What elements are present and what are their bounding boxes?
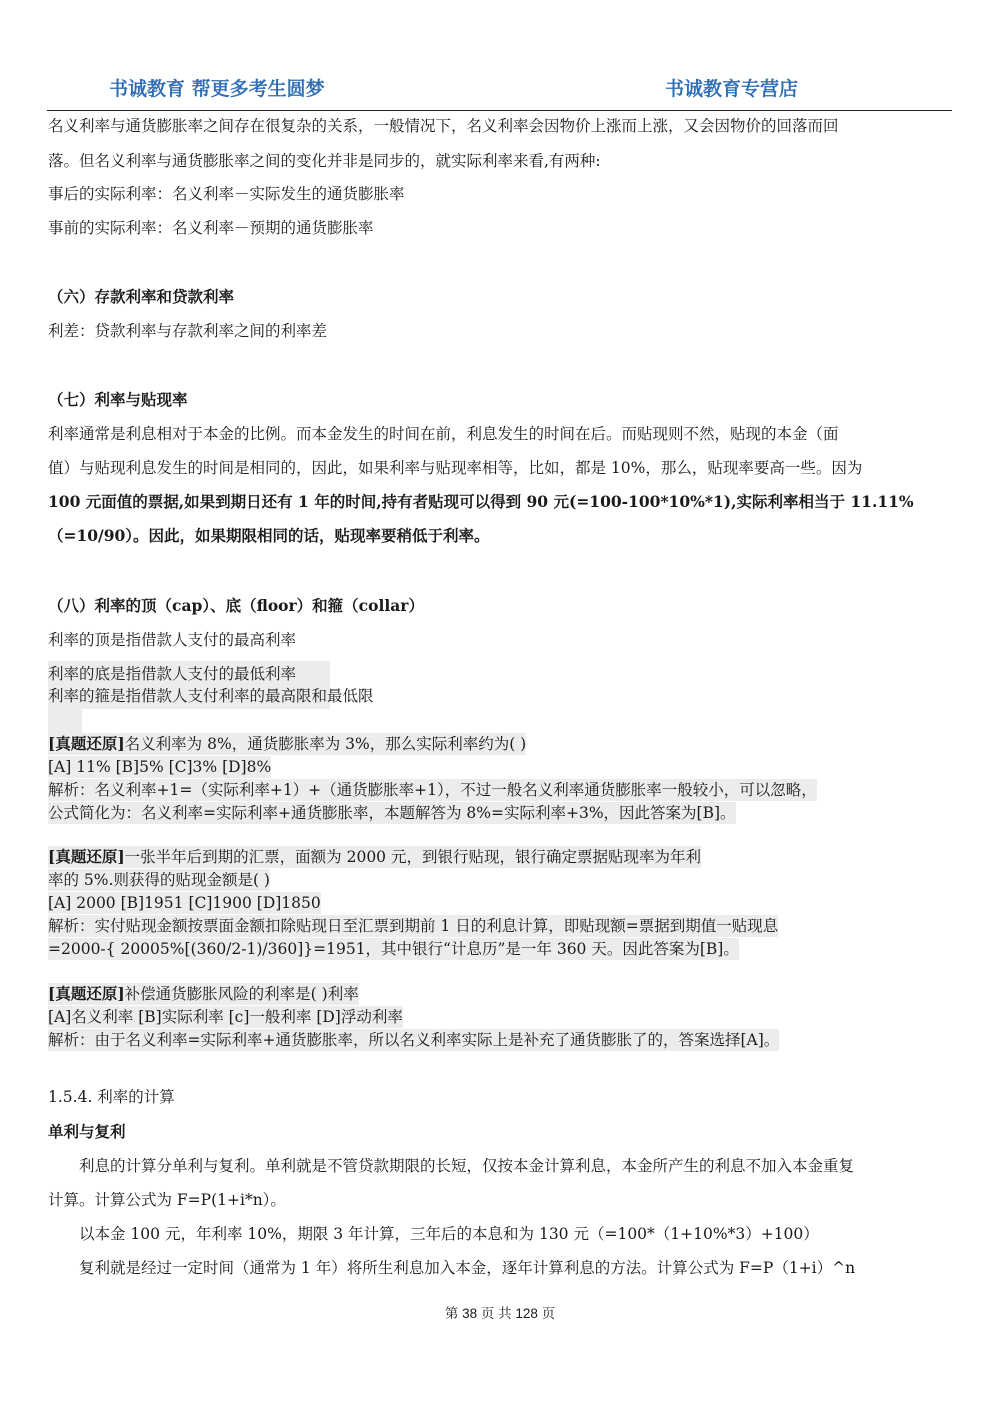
question-3 (48, 983, 359, 1005)
question-tag: [真题还原] (48, 984, 125, 1003)
question-tag: [真题还原] (48, 847, 125, 866)
section-6-title: （六）存款利率和贷款利率 (48, 287, 235, 306)
question-text: 名义利率为 8%，通货膨胀率为 3%，那么实际利率约为( ) (124, 735, 527, 753)
page-number: 第 38 页 共 128 页 (444, 1306, 556, 1321)
section-154-subheading: 单利与复利 (48, 1122, 126, 1141)
section-154-line-1: 利息的计算分单利与复利。单利就是不管贷款期限的长短，仅按本金计算利息，本金所产生的利息不加入本金重复 (79, 1157, 855, 1175)
question-3-analysis: 解析：由于名义利率=实际利率+通货膨胀率，所以名义利率实际上是补充了通货膨胀了的，答案选择[A]。 (48, 1031, 780, 1049)
section-7-line-3: 100 元面值的票据,如果到期日还有 1 年的时间,持有者贴现可以得到 90 元(=100-100*10%*1),实际利率相当于 11.11% (48, 492, 914, 511)
question-1 (48, 733, 526, 755)
header-store-name: 书诚教育专营店 (665, 78, 799, 100)
intro-line-4: 事前的实际利率：名义利率－预期的通货膨胀率 (48, 219, 374, 237)
section-8-title: （八）利率的顶（cap）、底（floor）和箍（collar） (48, 596, 424, 615)
header-slogan: 书诚教育 帮更多考生圆梦 (109, 78, 325, 100)
section-154-line-3: 以本金 100 元，年利率 10%，期限 3 年计算，三年后的本息和为 130 元（=100*（1+10%*3）+100） (79, 1225, 819, 1243)
intro-line-2: 落。但名义利率与通货膨胀率之间的变化并非是同步的，就实际利率来看,有两种: (48, 152, 601, 170)
question-2 (48, 846, 701, 868)
intro-line-3: 事后的实际利率：名义利率－实际发生的通货膨胀率 (48, 185, 405, 203)
section-7-line-2: 值）与贴现利息发生的时间是相同的，因此，如果利率与贴现率相等，比如，都是 10%，那么，贴现率要高一些。因为 (48, 459, 863, 477)
intro-line-1: 名义利率与通货膨胀率之间存在很复杂的关系，一般情况下，名义利率会因物价上涨而上涨，又会因物价的回落而回 (48, 117, 839, 135)
section-8-line-3: 利率的箍是指借款人支付利率的最高限和最低限 (48, 687, 374, 705)
question-text: 补偿通货膨胀风险的利率是( )利率 (124, 985, 359, 1003)
section-7-line-4: （=10/90）。因此，如果期限相同的话，贴现率要稍低于利率。 (48, 526, 490, 545)
header-divider (47, 110, 952, 111)
question-1-analysis-1: 解析：名义利率+1=（实际利率+1）+（通货膨胀率+1），不过一般名义利率通货膨胀率一般较小，可以忽略， (48, 781, 817, 799)
question-text: 一张半年后到期的汇票，面额为 2000 元，到银行贴现，银行确定票据贴现率为年利 (124, 848, 701, 866)
page-header (0, 0, 1000, 112)
section-8-line-2: 利率的底是指借款人支付的最低利率 (48, 665, 297, 683)
section-7-title: （七）利率与贴现率 (48, 390, 188, 409)
section-154-heading: 1.5.4. 利率的计算 (48, 1088, 175, 1106)
question-2-analysis-2: =2000-{ 20005%[(360/2-1)/360]}=1951，其中银行“计息历”是一年 360 天。因此答案为[B]。 (48, 940, 739, 958)
question-1-options: [A] 11% [B]5% [C]3% [D]8% (48, 758, 272, 776)
highlight-block (48, 709, 82, 733)
question-2-options: [A] 2000 [B]1951 [C]1900 [D]1850 (48, 894, 321, 912)
section-8-line-1: 利率的顶是指借款人支付的最高利率 (48, 631, 297, 649)
section-154-line-2: 计算。计算公式为 F=P(1+i*n）。 (48, 1191, 286, 1209)
question-2-line-2: 率的 5%.则获得的贴现金额是( ) (48, 871, 270, 889)
question-1-analysis-2: 公式简化为：名义利率=实际利率+通货膨胀率，本题解答为 8%=实际利率+3%，因此答案为[B]。 (48, 804, 736, 822)
section-6-body: 利差：贷款利率与存款利率之间的利率差 (48, 322, 328, 340)
question-2-analysis-1: 解析：实付贴现金额按票面金额扣除贴现日至汇票到期前 1 日的利息计算，即贴现额=票据到期值一贴现息 (48, 917, 779, 935)
question-tag: [真题还原] (48, 734, 125, 753)
section-154-line-4: 复利就是经过一定时间（通常为 1 年）将所生利息加入本金，逐年计算利息的方法。计算公式为 F=P（1+i）^n (79, 1259, 856, 1277)
section-7-line-1: 利率通常是利息相对于本金的比例。而本金发生的时间在前，利息发生的时间在后。而贴现则不然，贴现的本金（面 (48, 425, 839, 443)
question-3-options: [A]名义利率 [B]实际利率 [c]一般利率 [D]浮动利率 (48, 1008, 403, 1026)
